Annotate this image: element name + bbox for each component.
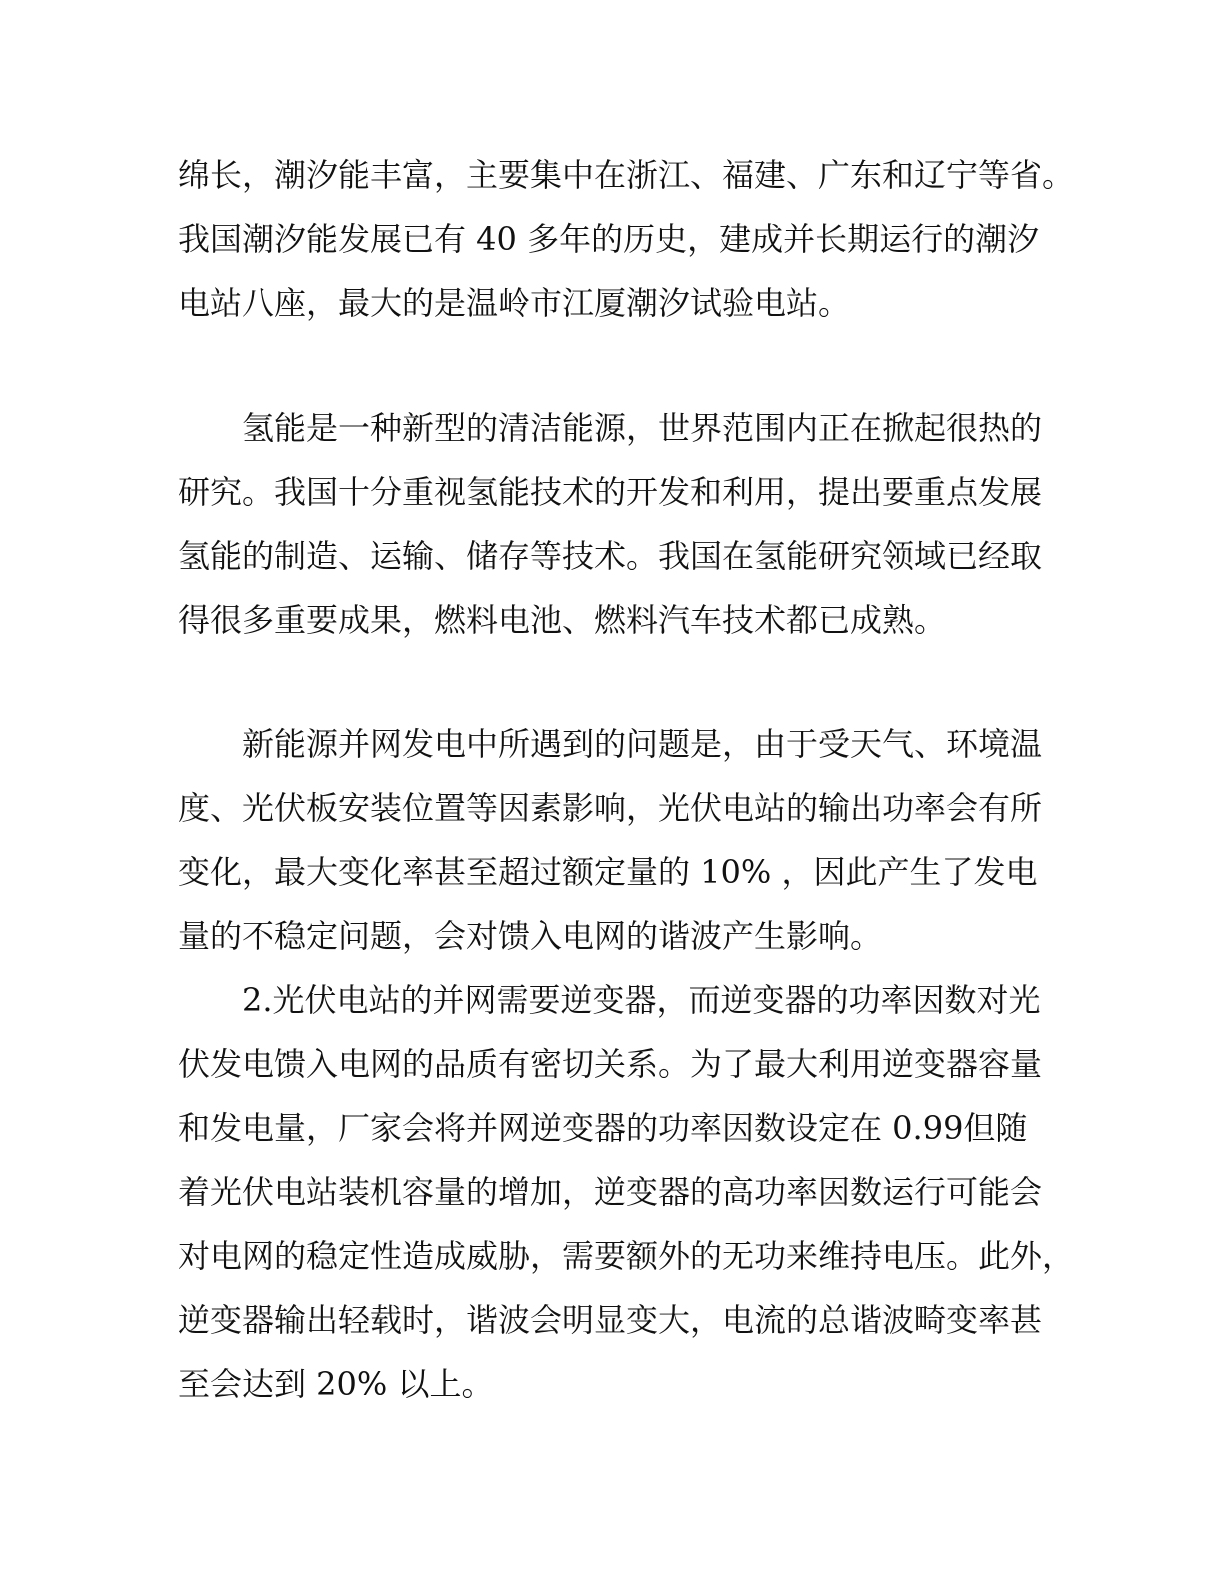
- paragraph-2-line-1: 氢能是一种新型的清洁能源，世界范围内正在掀起很热的: [242, 409, 1043, 447]
- paragraph-2-line-3: 氢能的制造、运输、储存等技术。我国在氢能研究领域已经取: [178, 537, 1043, 575]
- paragraph-4-line-4: 着光伏电站装机容量的增加，逆变器的高功率因数运行可能会: [178, 1173, 1043, 1211]
- paragraph-4-line-5: 对电网的稳定性造成威胁，需要额外的无功来维持电压。此外，: [178, 1237, 1075, 1275]
- paragraph-3-line-4: 量的不稳定问题，会对馈入电网的谐波产生影响。: [178, 917, 883, 955]
- paragraph-4-line-3: 和发电量，厂家会将并网逆变器的功率因数设定在 0.99但随: [178, 1109, 1028, 1147]
- paragraph-2-line-2: 研究。我国十分重视氢能技术的开发和利用，提出要重点发展: [178, 473, 1043, 511]
- paragraph-4-line-1: 2.光伏电站的并网需要逆变器，而逆变器的功率因数对光: [242, 981, 1041, 1019]
- paragraph-2-line-4: 得很多重要成果，燃料电池、燃料汽车技术都已成熟。: [178, 601, 947, 639]
- paragraph-1-line-3: 电站八座，最大的是温岭市江厦潮汐试验电站。: [178, 284, 851, 322]
- paragraph-4-line-6: 逆变器输出轻载时，谐波会明显变大，电流的总谐波畸变率甚: [178, 1301, 1043, 1339]
- paragraph-1-line-2: 我国潮汐能发展已有 40 多年的历史，建成并长期运行的潮汐: [178, 220, 1040, 258]
- paragraph-3-line-2: 度、光伏板安装位置等因素影响，光伏电站的输出功率会有所: [178, 789, 1043, 827]
- paragraph-3-line-3: 变化，最大变化率甚至超过额定量的 10% ，因此产生了发电: [178, 853, 1038, 891]
- paragraph-3-line-1: 新能源并网发电中所遇到的问题是，由于受天气、环境温: [242, 725, 1043, 763]
- paragraph-4-line-7: 至会达到 20% 以上。: [178, 1365, 494, 1403]
- paragraph-4-line-2: 伏发电馈入电网的品质有密切关系。为了最大利用逆变器容量: [178, 1045, 1043, 1083]
- paragraph-1-line-1: 绵长，潮汐能丰富，主要集中在浙江、福建、广东和辽宁等省。: [178, 156, 1075, 194]
